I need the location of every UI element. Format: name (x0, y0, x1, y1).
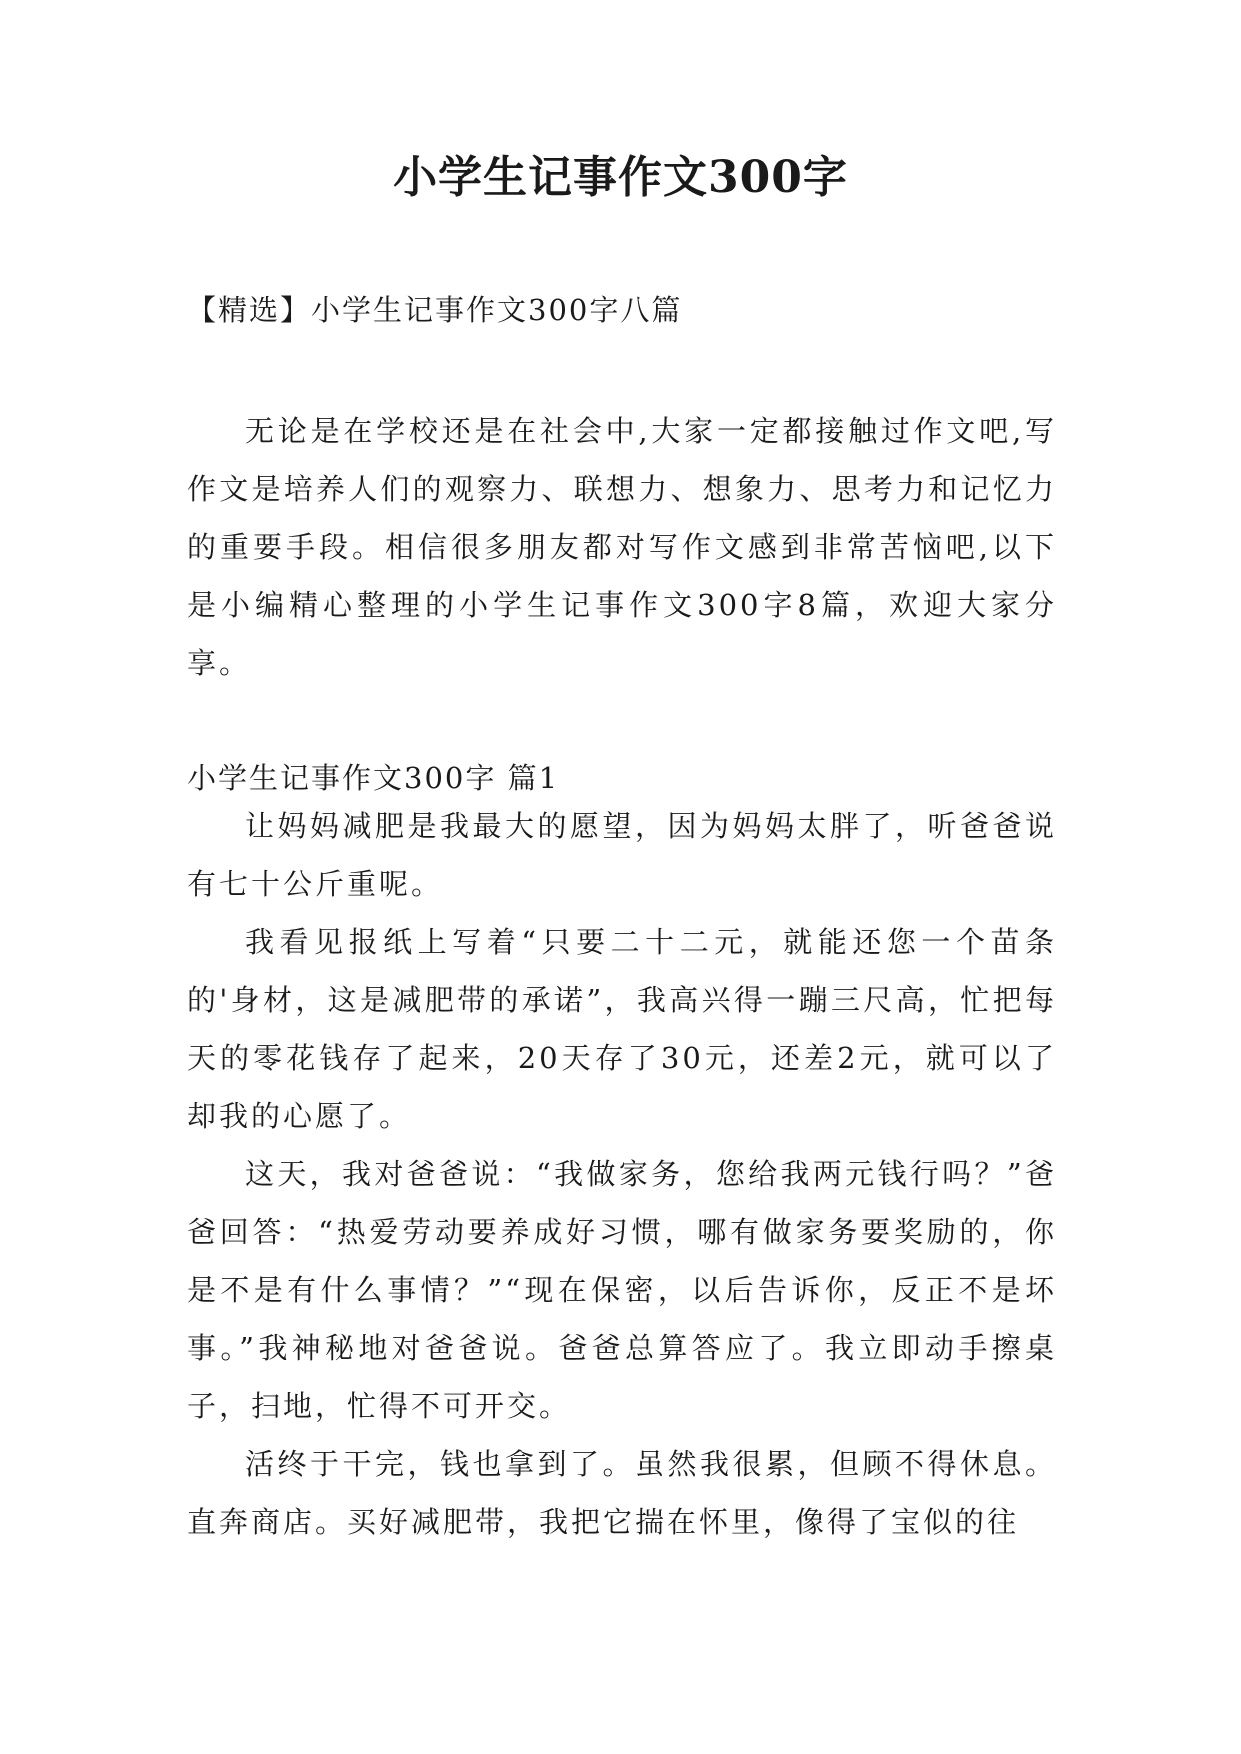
body-paragraph-4: 活终于干完，钱也拿到了。虽然我很累，但顾不得休息。直奔商店。买好减肥带，我把它揣在怀里，像得了宝似的往 (187, 1447, 1057, 1539)
body-paragraph-2: 我看见报纸上写着“只要二十二元，就能还您一个苗条的'身材，这是减肥带的承诺”，我高兴得一蹦三尺高，忙把每天的零花钱存了起来，20天存了30元，还差2元，就可以了却我的心愿了。 (187, 925, 1057, 1133)
intro-block (187, 402, 1057, 692)
document-subtitle: 【精选】小学生记事作文300字八篇 (187, 293, 683, 327)
section-heading: 小学生记事作文300字 篇1 (187, 761, 560, 795)
body-paragraph-1: 让妈妈减肥是我最大的愿望，因为妈妈太胖了，听爸爸说有七十公斤重呢。 (187, 809, 1057, 901)
intro-paragraph: 无论是在学校还是在社会中,大家一定都接触过作文吧,写作文是培养人们的观察力、联想力、想象力、思考力和记忆力的重要手段。相信很多朋友都对写作文感到非常苦恼吧,以下是小编精心整理的小学生记事作文300字8篇，欢迎大家分享。 (187, 414, 1057, 680)
document-title: 小学生记事作文300字 (393, 152, 848, 203)
body-block (187, 797, 1057, 1551)
body-paragraph-3: 这天，我对爸爸说：“我做家务，您给我两元钱行吗？”爸爸回答：“热爱劳动要养成好习惯，哪有做家务要奖励的，你是不是有什么事情？”“现在保密，以后告诉你，反正不是坏事。”我神秘地对爸爸说。爸爸总算答应了。我立即动手擦桌子，扫地，忙得不可开交。 (187, 1157, 1057, 1423)
